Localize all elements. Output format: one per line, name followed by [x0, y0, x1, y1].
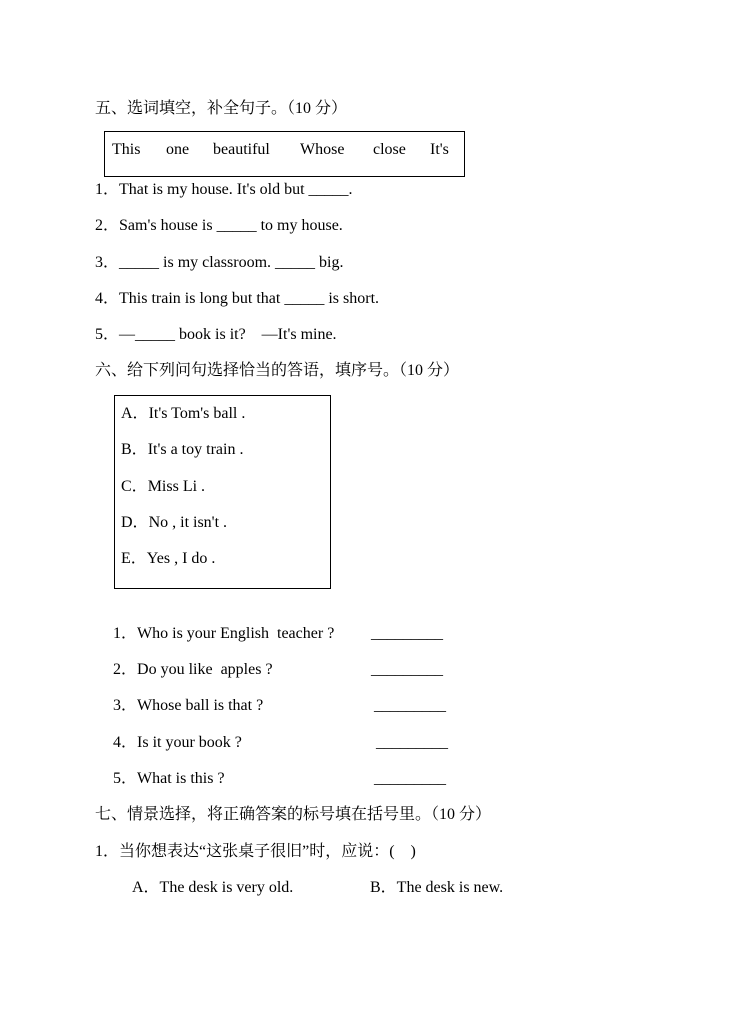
choice-option-a[interactable]: A．The desk is very old. [132, 879, 294, 896]
word-bank-word: It's [430, 141, 449, 158]
answer-blank[interactable]: _________ [374, 770, 446, 787]
word-bank-word: Whose [300, 141, 345, 158]
question-number: 1． [95, 843, 120, 860]
question-number: 2． [113, 661, 138, 678]
match-question [113, 735, 242, 751]
fill-item [95, 327, 337, 343]
section7-heading: 七、情景选择，将正确答案的标号填在括号里。（10 分） [95, 806, 492, 823]
choice-option-b[interactable]: B．The desk is new. [370, 879, 504, 896]
item-number: 4． [95, 290, 120, 307]
option-letter: A． [121, 405, 149, 422]
option-letter: E． [121, 550, 147, 567]
fill-item [95, 218, 343, 234]
word-bank-box [104, 131, 465, 177]
question-text: Do you like apples ? [137, 661, 273, 678]
option-text: It's a toy train . [147, 441, 244, 458]
item-text: This train is long but that _____ is short. [119, 290, 380, 307]
option-letter: C． [121, 478, 148, 495]
answer-blank[interactable]: _________ [376, 734, 448, 751]
question-number: 5． [113, 770, 138, 787]
item-number: 5． [95, 326, 120, 343]
item-text: —_____ book is it? —It's mine. [119, 326, 337, 343]
question-text: Who is your English teacher ? [137, 625, 335, 642]
question-text: 当你想表达“这张桌子很旧”时，应说：( ) [119, 843, 416, 860]
item-number: 2． [95, 217, 120, 234]
question-text: Is it your book ? [137, 734, 242, 751]
answer-blank[interactable]: _________ [371, 625, 443, 642]
item-text: Sam's house is _____ to my house. [119, 217, 343, 234]
item-text: _____ is my classroom. _____ big. [119, 254, 344, 271]
answer-option [121, 442, 243, 458]
word-bank-word: This [112, 141, 141, 158]
option-text: Miss Li . [147, 478, 206, 495]
situation-question [95, 844, 416, 860]
item-number: 3． [95, 254, 120, 271]
match-question [113, 662, 273, 678]
question-text: Whose ball is that ? [137, 697, 264, 714]
fill-item [95, 182, 353, 198]
answer-blank[interactable]: _________ [371, 661, 443, 678]
match-question [113, 626, 334, 642]
item-number: 1． [95, 181, 120, 198]
option-text: It's Tom's ball . [148, 405, 246, 422]
option-text: No , it isn't . [148, 514, 228, 531]
fill-item [95, 291, 379, 307]
match-question [113, 698, 263, 714]
section5-heading: 五、选词填空，补全句子。（10 分） [95, 100, 348, 117]
section6-heading: 六、给下列问句选择恰当的答语，填序号。（10 分） [95, 362, 460, 379]
item-text: That is my house. It's old but _____. [119, 181, 353, 198]
question-number: 3． [113, 697, 138, 714]
match-question [113, 771, 225, 787]
question-number: 4． [113, 734, 138, 751]
answer-option [121, 479, 205, 495]
question-text: What is this ? [137, 770, 225, 787]
fill-item [95, 255, 343, 271]
question-number: 1． [113, 625, 138, 642]
word-bank-word: beautiful [213, 141, 270, 158]
option-letter: B． [121, 441, 148, 458]
answer-option [121, 406, 245, 422]
answer-blank[interactable]: _________ [374, 697, 446, 714]
word-bank-word: one [166, 141, 190, 158]
word-bank-word: close [373, 141, 406, 158]
option-letter: D． [121, 514, 149, 531]
answer-option [121, 551, 215, 567]
answer-option [121, 515, 227, 531]
option-text: Yes , I do . [146, 550, 216, 567]
